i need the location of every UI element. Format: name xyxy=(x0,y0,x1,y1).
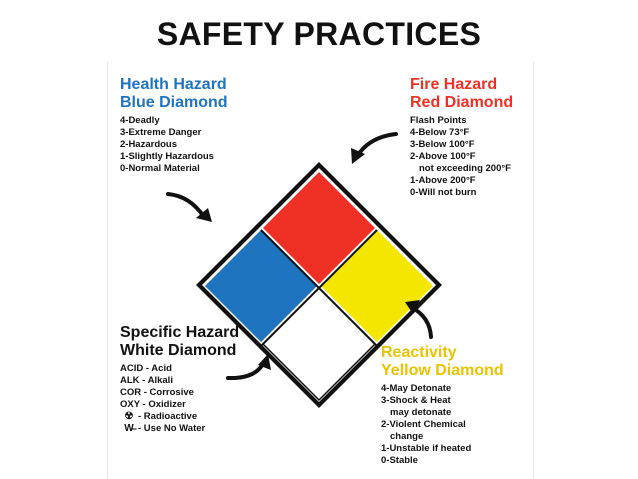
fire-heading-line1: Fire Hazard xyxy=(410,76,498,93)
reactivity-heading xyxy=(381,344,504,380)
list-item: 1-Slightly Hazardous xyxy=(120,151,214,162)
specific-heading xyxy=(120,324,239,360)
list-item: 2-Violent Chemical xyxy=(381,419,466,430)
specific-symbol-list xyxy=(120,411,239,435)
no-water-icon: W̶ xyxy=(124,423,134,434)
slide-title: SAFETY PRACTICES xyxy=(156,16,482,52)
specific-list xyxy=(120,363,239,411)
health-heading-line2: Blue Diamond xyxy=(120,94,228,111)
list-item: 2-Hazardous xyxy=(120,139,178,150)
specific-hazard-block xyxy=(120,324,239,435)
reactivity-block xyxy=(381,344,504,467)
list-item: 0-Will not burn xyxy=(410,187,477,198)
list-item: 1-Above 200°F xyxy=(410,175,476,186)
list-item: 2-Above 100°F xyxy=(410,151,476,162)
reactivity-heading-line1: Reactivity xyxy=(381,344,457,361)
nfpa-poster xyxy=(107,62,534,479)
list-item: 0-Stable xyxy=(381,455,418,466)
health-hazard-block xyxy=(120,76,228,175)
arrow-fire xyxy=(358,134,396,155)
fire-heading xyxy=(410,76,513,112)
specific-heading-line2: White Diamond xyxy=(120,342,237,359)
list-item: 3-Shock & Heat xyxy=(381,395,451,406)
list-item: not exceeding 200°F xyxy=(419,163,511,174)
fire-heading-line2: Red Diamond xyxy=(410,94,514,111)
health-heading-line1: Health Hazard xyxy=(120,76,227,93)
fire-list xyxy=(410,115,513,199)
specific-heading-line1: Specific Hazard xyxy=(120,324,240,341)
reactivity-list xyxy=(381,383,504,467)
radioactive-item xyxy=(120,411,239,423)
radioactive-label: - Radioactive xyxy=(138,411,198,422)
list-item: 3-Extreme Danger xyxy=(120,127,202,138)
health-heading xyxy=(120,76,228,112)
no-water-label: - Use No Water xyxy=(138,423,206,434)
list-item: 1-Unstable if heated xyxy=(381,443,472,454)
list-item: Flash Points xyxy=(410,115,467,126)
no-water-item xyxy=(120,423,239,435)
list-item: ALK - Alkali xyxy=(120,375,173,386)
list-item: 4-Deadly xyxy=(120,115,160,126)
list-item: 4-May Detonate xyxy=(381,383,452,394)
list-item: COR - Corrosive xyxy=(120,387,194,398)
health-list xyxy=(120,115,228,175)
list-item: 0-Normal Material xyxy=(120,163,200,174)
list-item: may detonate xyxy=(390,407,452,418)
list-item: change xyxy=(390,431,424,442)
radioactive-icon: ☢ xyxy=(124,411,134,422)
list-item: OXY - Oxidizer xyxy=(120,399,186,410)
reactivity-heading-line2: Yellow Diamond xyxy=(381,362,504,379)
list-item: 4-Below 73°F xyxy=(410,127,470,138)
arrow-health xyxy=(168,194,204,217)
fire-hazard-block xyxy=(410,76,513,199)
list-item: 3-Below 100°F xyxy=(410,139,475,150)
list-item: ACID - Acid xyxy=(120,363,172,374)
